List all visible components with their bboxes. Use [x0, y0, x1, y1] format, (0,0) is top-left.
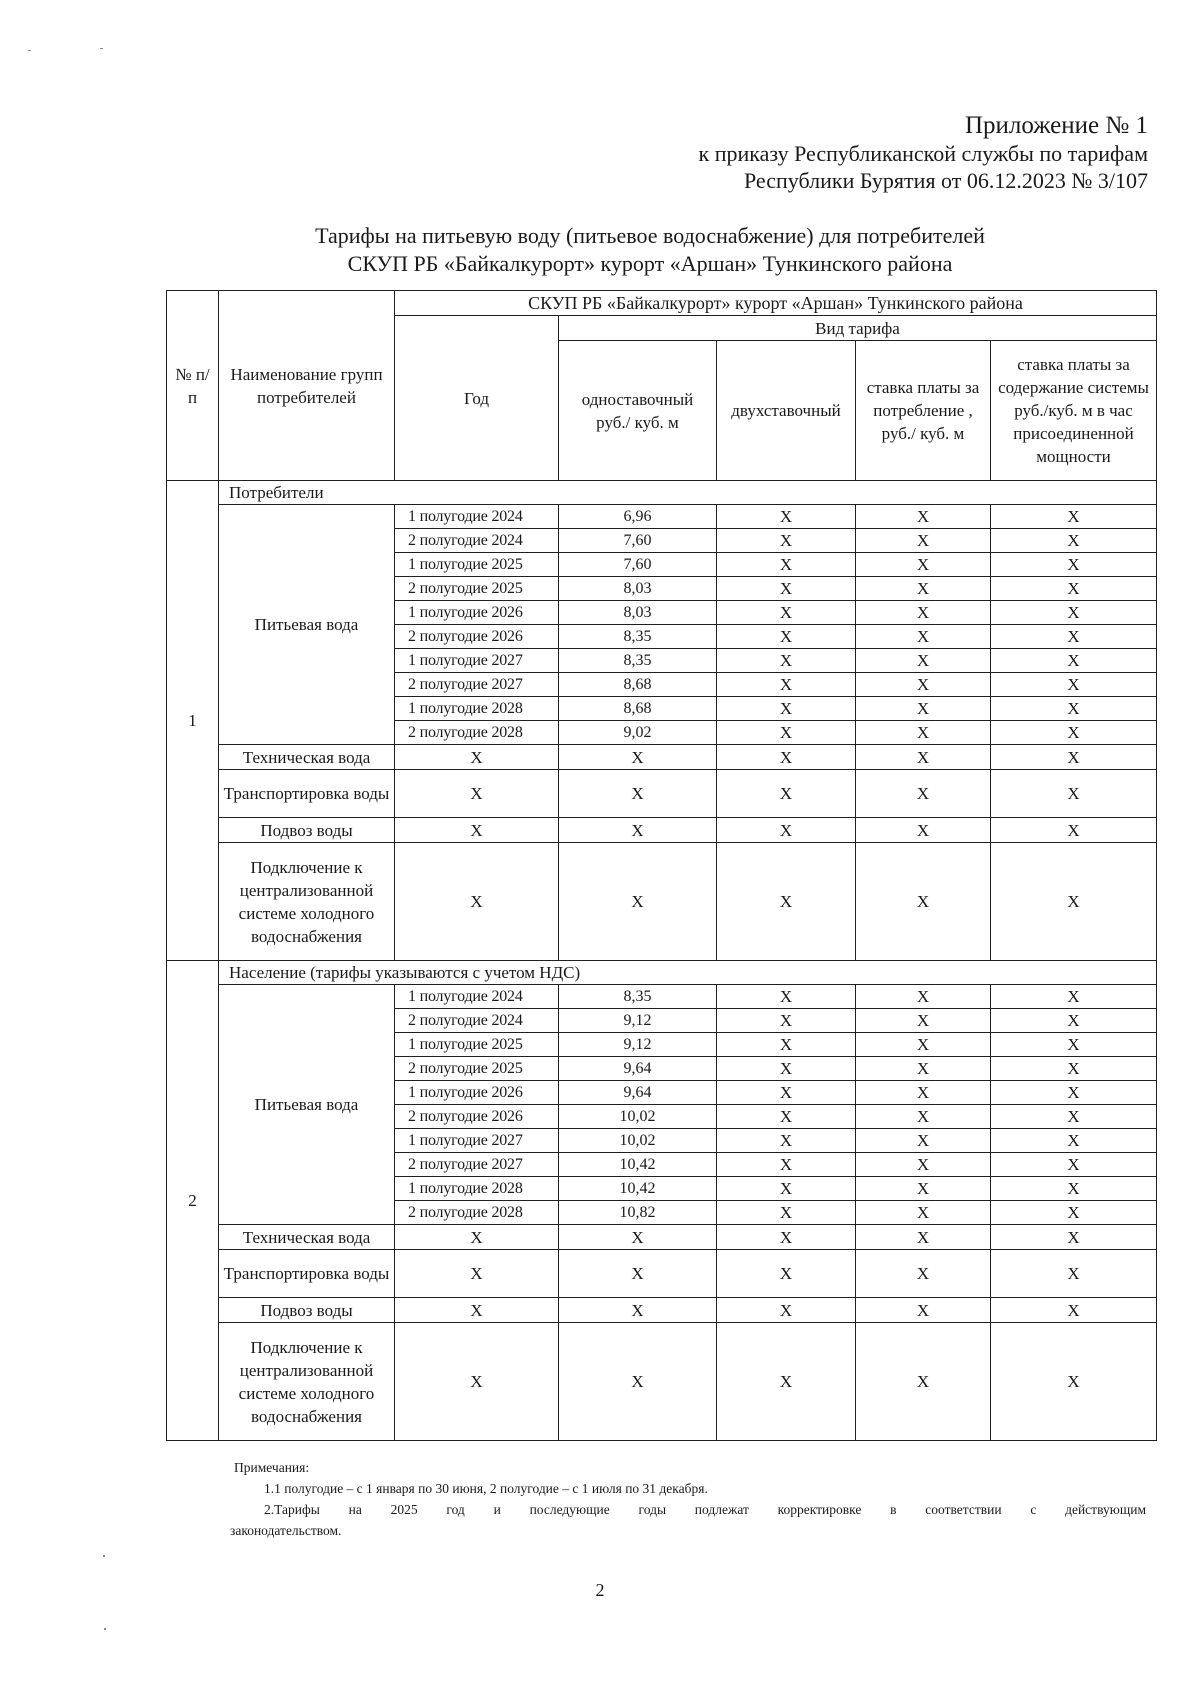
service-name: Подключение к централизованной системе холодного водоснабжения: [219, 843, 395, 961]
consumption-rate-value: X: [856, 1081, 991, 1105]
consumption-rate-value: X: [856, 1177, 991, 1201]
appendix-title: Приложение № 1: [964, 112, 1148, 139]
consumption-rate-value: X: [856, 985, 991, 1009]
service-cell: X: [559, 843, 717, 961]
service-row: [167, 818, 1157, 843]
service-cell: X: [717, 1250, 856, 1298]
document-title-line-2: СКУП РБ «Байкалкурорт» курорт «Аршан» Тункинского района: [347, 251, 953, 276]
note-1: 1.1 полугодие – с 1 января по 30 июня, 2 полугодие – с 1 июля по 31 декабря.: [264, 1481, 708, 1496]
drinking-water-label: Питьевая вода: [219, 505, 395, 745]
consumption-rate-value: X: [856, 1009, 991, 1033]
service-row: [167, 1225, 1157, 1250]
period-year: 1 полугодие 2024: [395, 505, 559, 529]
two-rate-value: X: [717, 1057, 856, 1081]
two-rate-value: X: [717, 601, 856, 625]
service-cell: X: [717, 770, 856, 818]
single-rate-value: 7,60: [559, 553, 717, 577]
period-year: 2 полугодие 2026: [395, 625, 559, 649]
service-cell: X: [395, 843, 559, 961]
single-rate-value: 9,12: [559, 1009, 717, 1033]
single-rate-value: 9,64: [559, 1081, 717, 1105]
header-maintenance-rate: ставка платы за содержание системы руб./куб. м в час присоединенной мощности: [991, 341, 1157, 481]
period-year: 1 полугодие 2027: [395, 649, 559, 673]
service-cell: X: [717, 1323, 856, 1441]
period-year: 1 полугодие 2025: [395, 1033, 559, 1057]
consumption-rate-value: X: [856, 529, 991, 553]
consumption-rate-value: X: [856, 1201, 991, 1225]
service-cell: X: [991, 1225, 1157, 1250]
consumption-rate-value: X: [856, 673, 991, 697]
single-rate-value: 8,03: [559, 577, 717, 601]
period-year: 2 полугодие 2027: [395, 1153, 559, 1177]
service-row: [167, 843, 1157, 961]
service-cell: X: [395, 770, 559, 818]
consumption-rate-value: X: [856, 1153, 991, 1177]
header-single-rate: одноставочный руб./ куб. м: [559, 341, 717, 481]
service-cell: X: [856, 1323, 991, 1441]
consumption-rate-value: X: [856, 697, 991, 721]
maintenance-rate-value: X: [991, 1177, 1157, 1201]
consumption-rate-value: X: [856, 1129, 991, 1153]
service-cell: X: [856, 818, 991, 843]
tariff-period-row: [167, 985, 1157, 1009]
header-tariff-type: Вид тарифа: [559, 316, 1157, 341]
scan-speck: [28, 50, 31, 51]
two-rate-value: X: [717, 721, 856, 745]
two-rate-value: X: [717, 649, 856, 673]
maintenance-rate-value: X: [991, 697, 1157, 721]
maintenance-rate-value: X: [991, 1081, 1157, 1105]
maintenance-rate-value: X: [991, 1033, 1157, 1057]
service-cell: X: [395, 1225, 559, 1250]
maintenance-rate-value: X: [991, 649, 1157, 673]
two-rate-value: X: [717, 1033, 856, 1057]
two-rate-value: X: [717, 553, 856, 577]
consumption-rate-value: X: [856, 577, 991, 601]
single-rate-value: 8,35: [559, 625, 717, 649]
service-name: Подключение к централизованной системе холодного водоснабжения: [219, 1323, 395, 1441]
period-year: 1 полугодие 2025: [395, 553, 559, 577]
consumption-rate-value: X: [856, 649, 991, 673]
page-number: 2: [595, 1580, 605, 1600]
single-rate-value: 8,68: [559, 673, 717, 697]
service-cell: X: [991, 843, 1157, 961]
single-rate-value: 8,35: [559, 985, 717, 1009]
appendix-date-line: Республики Бурятия от 06.12.2023 № 3/107: [743, 168, 1148, 193]
service-cell: X: [717, 1298, 856, 1323]
single-rate-value: 10,02: [559, 1129, 717, 1153]
service-row: [167, 745, 1157, 770]
service-row: [167, 1298, 1157, 1323]
single-rate-value: 10,02: [559, 1105, 717, 1129]
service-cell: X: [559, 745, 717, 770]
consumption-rate-value: X: [856, 553, 991, 577]
period-year: 2 полугодие 2026: [395, 1105, 559, 1129]
maintenance-rate-value: X: [991, 601, 1157, 625]
single-rate-value: 8,35: [559, 649, 717, 673]
maintenance-rate-value: X: [991, 1129, 1157, 1153]
service-cell: X: [856, 843, 991, 961]
single-rate-value: 10,42: [559, 1153, 717, 1177]
maintenance-rate-value: X: [991, 985, 1157, 1009]
service-cell: X: [559, 818, 717, 843]
section-title: Потребители: [219, 481, 1157, 505]
period-year: 1 полугодие 2028: [395, 1177, 559, 1201]
service-cell: X: [856, 1250, 991, 1298]
period-year: 2 полугодие 2028: [395, 721, 559, 745]
consumption-rate-value: X: [856, 625, 991, 649]
header-consumer-groups: Наименование групп потребителей: [219, 291, 395, 481]
service-row: [167, 1250, 1157, 1298]
two-rate-value: X: [717, 1105, 856, 1129]
two-rate-value: X: [717, 1081, 856, 1105]
single-rate-value: 9,02: [559, 721, 717, 745]
header-consumption-rate: ставка платы за потребление , руб./ куб. м: [856, 341, 991, 481]
single-rate-value: 9,12: [559, 1033, 717, 1057]
notes-heading: Примечания:: [234, 1460, 310, 1475]
document-title-line-1: Тарифы на питьевую воду (питьевое водоснабжение) для потребителей: [315, 223, 985, 248]
two-rate-value: X: [717, 1177, 856, 1201]
maintenance-rate-value: X: [991, 1153, 1157, 1177]
section-title-row: [167, 961, 1157, 985]
single-rate-value: 8,03: [559, 601, 717, 625]
two-rate-value: X: [717, 1129, 856, 1153]
consumption-rate-value: X: [856, 721, 991, 745]
two-rate-value: X: [717, 505, 856, 529]
service-cell: X: [991, 745, 1157, 770]
note-2-continuation: законодательством.: [230, 1523, 342, 1538]
header-two-rate: двухставочный: [717, 341, 856, 481]
drinking-water-label: Питьевая вода: [219, 985, 395, 1225]
service-cell: X: [559, 770, 717, 818]
service-cell: X: [395, 1323, 559, 1441]
period-year: 2 полугодие 2025: [395, 1057, 559, 1081]
period-year: 2 полугодие 2027: [395, 673, 559, 697]
maintenance-rate-value: X: [991, 577, 1157, 601]
service-cell: X: [395, 1298, 559, 1323]
service-cell: X: [991, 770, 1157, 818]
service-name: Транспортировка воды: [219, 1250, 395, 1298]
section-title-row: [167, 481, 1157, 505]
maintenance-rate-value: X: [991, 721, 1157, 745]
service-name: Транспортировка воды: [219, 770, 395, 818]
header-year: Год: [395, 316, 559, 481]
service-cell: X: [991, 818, 1157, 843]
service-name: Подвоз воды: [219, 818, 395, 843]
appendix-block: [699, 112, 1148, 194]
consumption-rate-value: X: [856, 505, 991, 529]
two-rate-value: X: [717, 1201, 856, 1225]
tariff-period-row: [167, 505, 1157, 529]
maintenance-rate-value: X: [991, 625, 1157, 649]
single-rate-value: 6,96: [559, 505, 717, 529]
service-row: [167, 1323, 1157, 1441]
service-cell: X: [559, 1225, 717, 1250]
consumption-rate-value: X: [856, 1057, 991, 1081]
single-rate-value: 10,42: [559, 1177, 717, 1201]
maintenance-rate-value: X: [991, 673, 1157, 697]
consumption-rate-value: X: [856, 1033, 991, 1057]
service-cell: X: [395, 745, 559, 770]
period-year: 1 полугодие 2027: [395, 1129, 559, 1153]
scan-speck: [100, 48, 103, 49]
service-cell: X: [856, 1225, 991, 1250]
two-rate-value: X: [717, 697, 856, 721]
service-name: Подвоз воды: [219, 1298, 395, 1323]
maintenance-rate-value: X: [991, 1009, 1157, 1033]
maintenance-rate-value: X: [991, 1105, 1157, 1129]
service-cell: X: [991, 1298, 1157, 1323]
section-title: Население (тарифы указываются с учетом НДС): [219, 961, 1157, 985]
period-year: 2 полугодие 2028: [395, 1201, 559, 1225]
service-cell: X: [991, 1250, 1157, 1298]
maintenance-rate-value: X: [991, 505, 1157, 529]
period-year: 1 полугодие 2026: [395, 1081, 559, 1105]
header-number: № п/п: [167, 291, 219, 481]
service-cell: X: [559, 1323, 717, 1441]
note-2: 2.Тарифы на 2025 год и последующие годы подлежат корректировке в соответствии с действующим: [264, 1502, 1146, 1517]
maintenance-rate-value: X: [991, 1201, 1157, 1225]
service-cell: X: [559, 1250, 717, 1298]
two-rate-value: X: [717, 1153, 856, 1177]
consumption-rate-value: X: [856, 601, 991, 625]
section-number: 1: [167, 481, 219, 961]
period-year: 1 полугодие 2024: [395, 985, 559, 1009]
scan-speck: [104, 1628, 106, 1630]
service-name: Техническая вода: [219, 1225, 395, 1250]
appendix-order-line: к приказу Республиканской службы по тарифам: [698, 141, 1148, 166]
service-cell: X: [717, 745, 856, 770]
service-cell: X: [856, 745, 991, 770]
period-year: 2 полугодие 2024: [395, 529, 559, 553]
service-cell: X: [991, 1323, 1157, 1441]
single-rate-value: 7,60: [559, 529, 717, 553]
service-cell: X: [717, 1225, 856, 1250]
header-organization: СКУП РБ «Байкалкурорт» курорт «Аршан» Тункинского района: [395, 291, 1157, 316]
document-title: [150, 222, 1150, 278]
maintenance-rate-value: X: [991, 1057, 1157, 1081]
service-cell: X: [717, 843, 856, 961]
scan-speck: [103, 1555, 105, 1557]
maintenance-rate-value: X: [991, 553, 1157, 577]
service-cell: X: [559, 1298, 717, 1323]
notes-block: [230, 1457, 1146, 1541]
section-number: 2: [167, 961, 219, 1441]
maintenance-rate-value: X: [991, 529, 1157, 553]
period-year: 2 полугодие 2024: [395, 1009, 559, 1033]
two-rate-value: X: [717, 1009, 856, 1033]
service-cell: X: [856, 770, 991, 818]
period-year: 1 полугодие 2028: [395, 697, 559, 721]
two-rate-value: X: [717, 577, 856, 601]
period-year: 1 полугодие 2026: [395, 601, 559, 625]
service-cell: X: [395, 818, 559, 843]
tariff-table: [166, 290, 1157, 1441]
service-cell: X: [717, 818, 856, 843]
service-cell: X: [395, 1250, 559, 1298]
two-rate-value: X: [717, 673, 856, 697]
consumption-rate-value: X: [856, 1105, 991, 1129]
service-row: [167, 770, 1157, 818]
single-rate-value: 10,82: [559, 1201, 717, 1225]
single-rate-value: 9,64: [559, 1057, 717, 1081]
period-year: 2 полугодие 2025: [395, 577, 559, 601]
service-name: Техническая вода: [219, 745, 395, 770]
two-rate-value: X: [717, 625, 856, 649]
service-cell: X: [856, 1298, 991, 1323]
two-rate-value: X: [717, 985, 856, 1009]
two-rate-value: X: [717, 529, 856, 553]
single-rate-value: 8,68: [559, 697, 717, 721]
